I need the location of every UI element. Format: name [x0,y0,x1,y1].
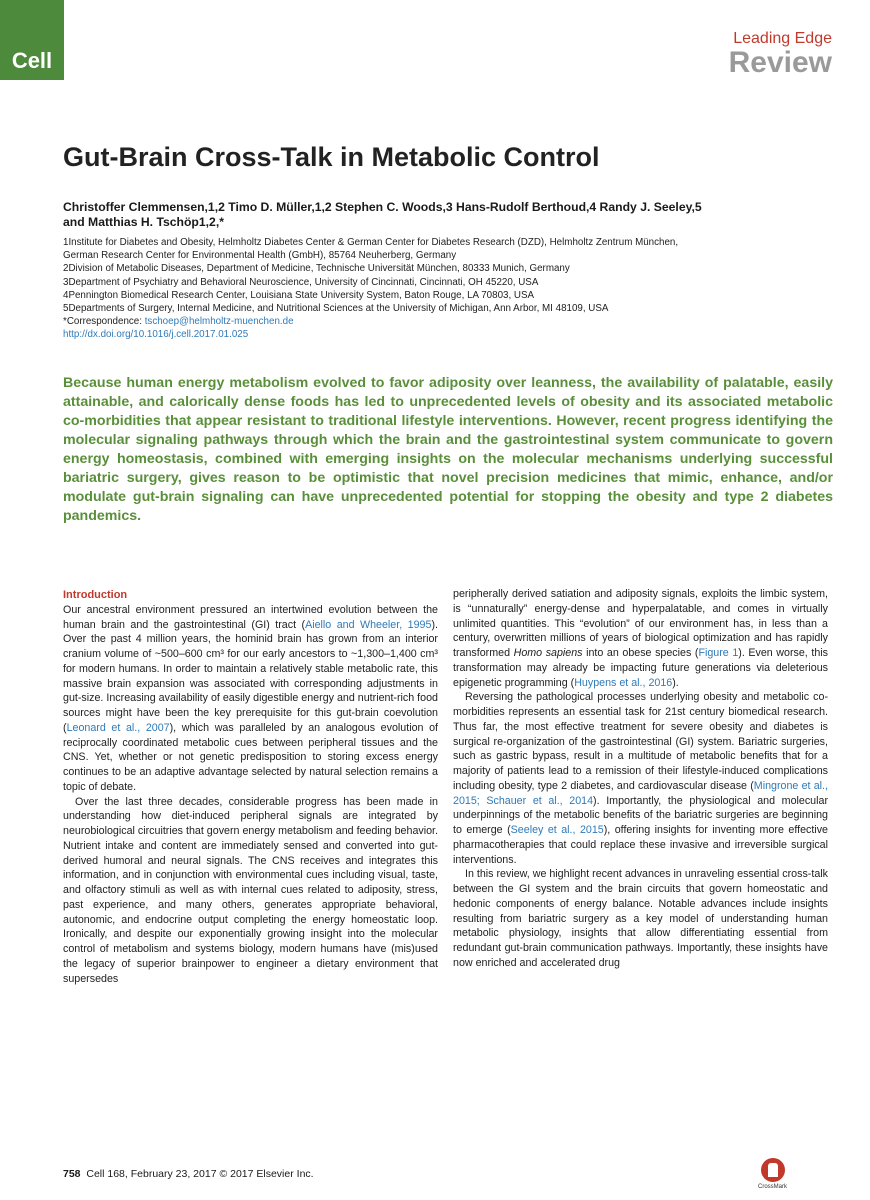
crossmark-icon [761,1158,785,1182]
page-number: 758 [63,1168,81,1180]
paragraph: Reversing the pathological processes underlying obesity and metabolic co-morbidities represents an essential task for 21st century biomedical research. Thus far, the most effective treatment for severe obesity and diabetes is surgical re-organization of the gastrointestinal (GI) system. Bariatric surgeries, such as gastric bypass, result in a multitude of metabolic benefits that for a majority of patients lead to a remission of their lifestyle-induced complications including obesity, type 2 diabetes, and cardiovascular disease (Mingrone et al., 2015; Schauer et al., 2014). Importantly, the physiological and molecular underpinnings of the metabolic benefits of the bariatric surgeries are beginning to emerge (Seeley et al., 2015), offering insights for inventing more effective pharmacotherapies that could replace these invasive and irreversible surgical interventions. [453,691,829,866]
abstract: Because human energy metabolism evolved to favor adiposity over leanness, the availability of palatable, easily attainable, and calorically dense foods has led to unprecedented levels of obesity and its associated metabolic co-morbidities that appear resistant to traditional lifestyle interventions. However, recent progress identifying the molecular signaling pathways through which the brain and the gastrointestinal system communicate to govern energy homeostasis, combined with emerging insights on the molecular mechanisms underlying successful bariatric surgery, gives reason to be optimistic that novel precision medicines that mimic, enhance, and/or modulate gut-brain signaling can have unprecedented potential for stopping the obesity and type 2 diabetes pandemics. [63,375,833,524]
citation-link[interactable]: Seeley et al., 2015 [510,824,604,836]
author-line: Christoffer Clemmensen,1,2 Timo D. Müller,1,2 Stephen C. Woods,3 Hans-Rudolf Berthoud,4 Randy J. Seeley,5 [63,200,702,214]
figure-link[interactable]: Figure 1 [698,647,739,659]
citation-link[interactable]: Mingrone et al., 2015; Schauer et al., 2014 [453,779,828,807]
citation-link[interactable]: Huypens et al., 2016 [574,676,673,689]
affiliation: 2Division of Metabolic Diseases, Department of Medicine, Technische Universität München, 80333 Munich, Germany [63,263,570,275]
affiliation: German Research Center for Environmental Health (GmbH), 85764 Neuherberg, Germany [63,250,457,262]
author-list [63,200,823,230]
journal-citation: Cell 168, February 23, 2017 © 2017 Elsevier Inc. [86,1168,314,1180]
citation-link[interactable]: Aiello and Wheeler, 1995 [305,618,432,631]
paragraph: peripherally derived satiation and adiposity signals, exploits the limbic system, is “unnaturally” energy-dense and hyperpalatable, and comes in virtually unlimited quantities. This “evolution” of our environment has, in less than a century, overwritten millions of years of biological optimization and has rapidly transformed Homo sapiens into an obese species (Figure 1). Even worse, this transformation may already be impacting future generations via deleterious epigenetic programming (Huypens et al., 2016). [453,588,828,689]
article-title: Gut-Brain Cross-Talk in Metabolic Control [63,142,600,172]
affiliation: 3Department of Psychiatry and Behavioral Neuroscience, University of Cincinnati, Cincinnati, OH 45220, USA [63,276,539,288]
right-column [453,587,828,971]
doi-link[interactable]: http://dx.doi.org/10.1016/j.cell.2017.01.025 [63,329,249,341]
affiliation: 5Departments of Surgery, Internal Medicine, and Nutritional Sciences at the University of Michigan, Ann Arbor, MI 48109, USA [63,303,609,315]
crossmark-label: CrossMark [758,1184,788,1190]
doi [63,328,823,341]
left-column [63,588,438,986]
section-heading: Introduction [63,589,128,601]
correspondence-email-link[interactable]: tschoep@helmholtz-muenchen.de [144,316,294,328]
page-footer [63,1168,314,1180]
section-label [729,30,832,78]
affiliations [63,236,823,342]
affiliation: 1Institute for Diabetes and Obesity, Helmholtz Diabetes Center & German Center for Diabetes Research (DZD), Helmholtz Zentrum München, [63,237,679,248]
paragraph: Our ancestral environment pressured an intertwined evolution between the human brain and the gastrointestinal (GI) tract (Aiello and Wheeler, 1995). Over the past 4 million years, the hominid brain has grown from an interior cranium volume of ~500–600 cm³ for our early ancestors to ~1,300–1,400 cm³ for modern humans. In order to maintain a relatively stable metabolic rate, this massive brain expansion was associated with corresponding adjustments in gut-size. Increasing availability of easily digestible energy and nutrient-rich food sources might have been the key prerequisite for this gut-brain coevolution (Leonard et al., 2007), which was paralleled by an analogous evolution of reciprocally coordinated metabolic cues between peripheral tissues and the CNS. Yet, whether or not genetic predisposition to storing excess energy continues to be an adaptive advantage selected by natural selection remains a topic of debate. [63,603,439,793]
article-type: Review [728,46,832,79]
citation-link[interactable]: Leonard et al., 2007 [66,721,170,734]
author-line: and Matthias H. Tschöp1,2,* [63,215,224,229]
correspondence: *Correspondence: tschoep@helmholtz-muenchen.de [63,316,294,328]
section-type: Leading Edge [733,30,832,47]
journal-logo: Cell [0,0,64,80]
crossmark-badge[interactable] [758,1158,787,1190]
paragraph: In this review, we highlight recent advances in unraveling essential cross-talk between the GI system and the brain circuits that govern homeostatic and hedonic components of energy balance. Notable advances include insights resulting from bariatric surgery as a key model of understanding human metabolic physiology, insights that allow differentiating essential from redundant gut-brain communication pathways. Importantly, these insights have now enriched and accelerated drug [453,868,828,969]
paragraph: Over the last three decades, considerable progress has been made in understanding how diet-induced peripheral signals are integrated by neurobiological circuitries that govern energy metabolism and feeding behavior. Nutrient intake and content are immediately sensed and converted into gut-derived humoral and neural signals. The CNS receives and integrates this information, and in conjunction with environmental cues including visual, taste, and olfactory stimuli as well as with internal cues related to adiposity, stress, past experience, and many others, generates appropriate behavioral, autonomic, and endocrine output completing the energy homeostatic loop. Ironically, and despite our exponentially growing insight into the molecular control of metabolism and systems biology, modern humans have (mis)used the legacy of superior brainpower to engineer a dietary environment that supersedes [63,795,438,985]
affiliation: 4Pennington Biomedical Research Center, Louisiana State University System, Baton Rouge, LA 70803, USA [63,289,535,301]
